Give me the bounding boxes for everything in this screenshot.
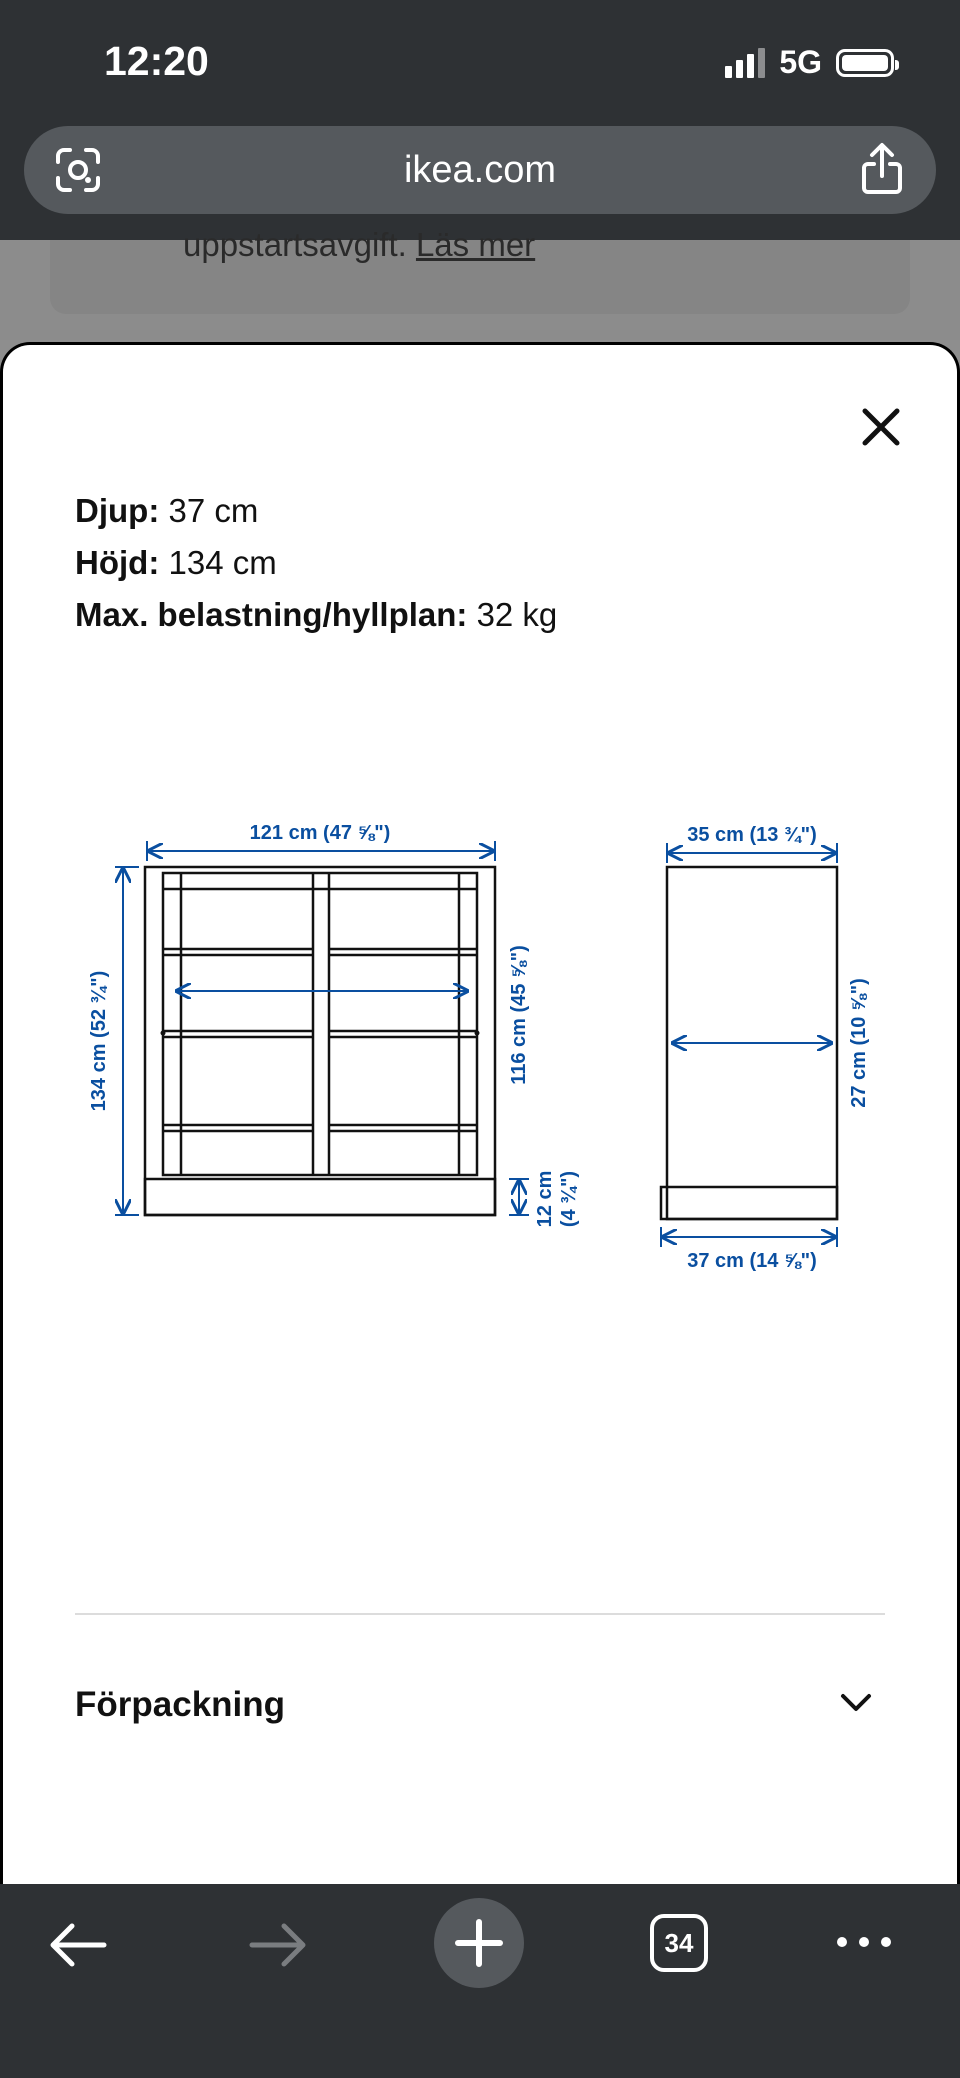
status-indicators	[725, 44, 894, 81]
battery-icon	[836, 49, 894, 77]
dim-label-side-bottom: 37 cm (14 ⅝")	[687, 1250, 817, 1272]
background-text	[183, 226, 535, 264]
back-arrow-icon[interactable]	[48, 1920, 108, 1970]
dim-label-plinth-cm: 12 cm	[534, 1170, 556, 1228]
spec-height	[75, 537, 557, 589]
dimension-diagram	[63, 825, 893, 1405]
dim-label-inner-height: 116 cm (45 ⅝")	[508, 945, 530, 1085]
chevron-down-icon[interactable]	[839, 1691, 873, 1715]
spec-list	[75, 485, 557, 641]
dim-label-side-top: 35 cm (13 ¾")	[687, 825, 817, 846]
packaging-accordion[interactable]	[75, 1675, 885, 1735]
spec-depth-value: 37 cm	[168, 492, 259, 529]
spec-max-load-value: 32 kg	[476, 596, 558, 633]
new-tab-button[interactable]	[434, 1898, 524, 1988]
dim-label-side-right: 27 cm (10 ⅝")	[848, 978, 870, 1108]
spec-max-load	[75, 589, 557, 641]
background-text-content: uppstartsavgift.	[183, 226, 407, 263]
dimensions-sheet	[0, 342, 960, 1884]
network-type: 5G	[779, 44, 822, 80]
url-text[interactable]: ikea.com	[403, 149, 557, 191]
status-time: 12:20	[104, 38, 209, 84]
spec-max-load-label: Max. belastning/hyllplan:	[75, 596, 468, 633]
browser-top-bar	[0, 0, 960, 240]
close-icon[interactable]	[859, 405, 903, 449]
accordion-title[interactable]: Förpackning	[75, 1685, 286, 1724]
spec-height-value: 134 cm	[168, 544, 277, 581]
address-bar[interactable]	[24, 126, 936, 214]
plus-icon	[434, 1898, 524, 1988]
forward-arrow-icon[interactable]	[248, 1920, 308, 1970]
dim-label-height: 134 cm (52 ¾")	[88, 970, 110, 1112]
read-more-link[interactable]: Läs mer	[415, 226, 536, 263]
spec-depth-label: Djup:	[75, 492, 160, 529]
more-options-icon[interactable]	[834, 1930, 894, 1954]
spec-height-label: Höjd:	[75, 544, 160, 581]
spec-depth	[75, 485, 557, 537]
dim-label-width: 121 cm (47 ⅝")	[249, 825, 391, 844]
section-divider	[75, 1613, 885, 1615]
dim-label-plinth-in: (4 ¾")	[558, 1170, 580, 1228]
share-icon[interactable]	[860, 142, 904, 196]
signal-icon	[725, 48, 765, 78]
tab-switcher-button[interactable]: 34	[650, 1914, 708, 1972]
browser-bottom-toolbar	[0, 1884, 960, 2078]
